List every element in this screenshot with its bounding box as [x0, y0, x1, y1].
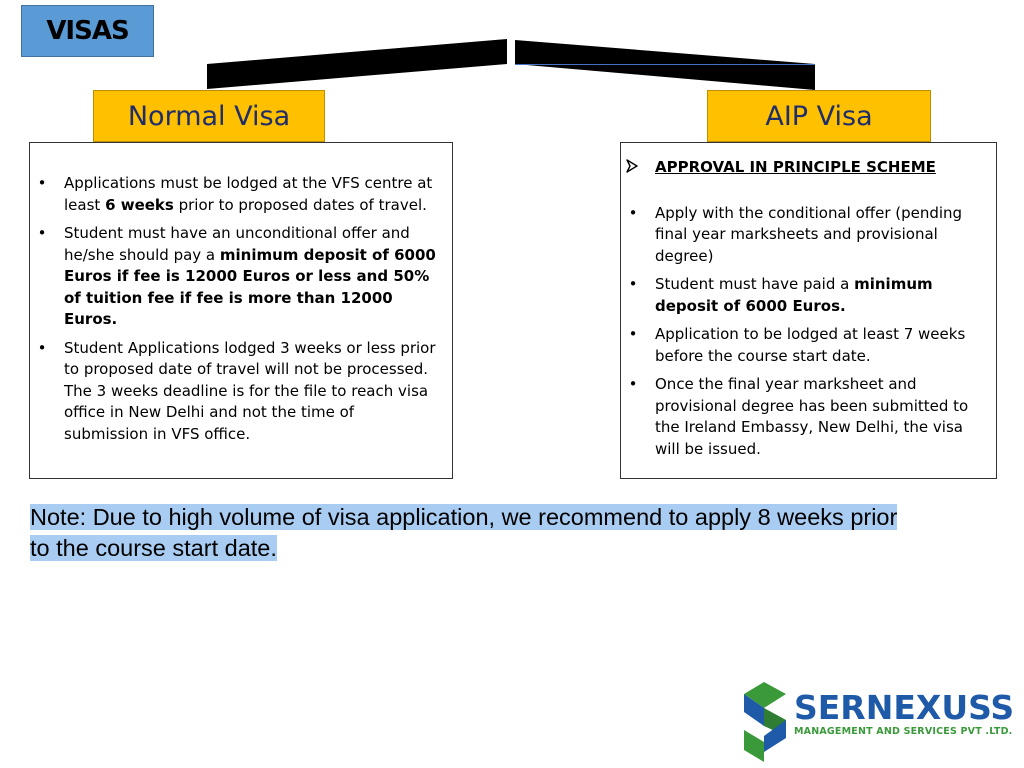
scheme-heading: APPROVAL IN PRINCIPLE SCHEME: [621, 157, 992, 179]
list-item: • Apply with the conditional offer (pending final year marksheets and provisional degree): [621, 203, 992, 268]
aip-visa-card: [620, 142, 997, 479]
bullet-dot-icon: •: [628, 375, 638, 393]
bullet-dot-icon: •: [628, 325, 638, 343]
bullet-dot-icon: •: [628, 203, 638, 222]
normal-visa-header: Normal Visa: [93, 90, 325, 142]
list-item: • Student Applications lodged 3 weeks or less prior to proposed date of travel will not be processed. The 3 weeks deadline is for the file to reach visa office in New Delhi and not the time of submission in VFS office.: [30, 338, 440, 446]
list-item: • Application to be lodged at least 7 weeks before the course start date.: [621, 324, 992, 367]
page-title: VISAS: [21, 5, 154, 57]
logo-text: [794, 690, 1014, 737]
connector-right: [515, 40, 815, 90]
logo-name: SERNEXUSS: [794, 688, 1015, 727]
bullet-dot-icon: •: [628, 275, 638, 293]
arrow-bullet-icon: [621, 157, 643, 179]
note-text: Note: Due to high volume of visa application, we recommend to apply 8 weeks prior to the course start date.: [30, 504, 898, 561]
connector-left: [207, 39, 507, 89]
aip-visa-list: [621, 203, 992, 461]
logo-mark-icon: [744, 682, 786, 762]
bullet-dot-icon: •: [37, 224, 47, 242]
bullet-dot-icon: •: [37, 338, 47, 357]
list-item: • Once the final year marksheet and provisional degree has been submitted to the Ireland Embassy, New Delhi, the visa will be issued.: [621, 374, 992, 460]
list-item: • Student must have paid a minimum deposit of 6000 Euros.: [621, 274, 992, 317]
connector-right-strip: [515, 64, 815, 65]
normal-visa-card: [29, 142, 453, 479]
normal-visa-list: [30, 173, 440, 445]
aip-visa-header: AIP Visa: [707, 90, 931, 142]
bullet-dot-icon: •: [37, 174, 47, 192]
list-item: • Applications must be lodged at the VFS centre at least 6 weeks prior to proposed dates of travel.: [30, 173, 440, 216]
list-item: • Student must have an unconditional offer and he/she should pay a minimum deposit of 6000 Euros if fee is 12000 Euros or less and 50% of tuition fee if fee is more than 12000 Euros.: [30, 223, 440, 331]
logo-subtitle: MANAGEMENT AND SERVICES PVT .LTD.: [794, 726, 1013, 737]
